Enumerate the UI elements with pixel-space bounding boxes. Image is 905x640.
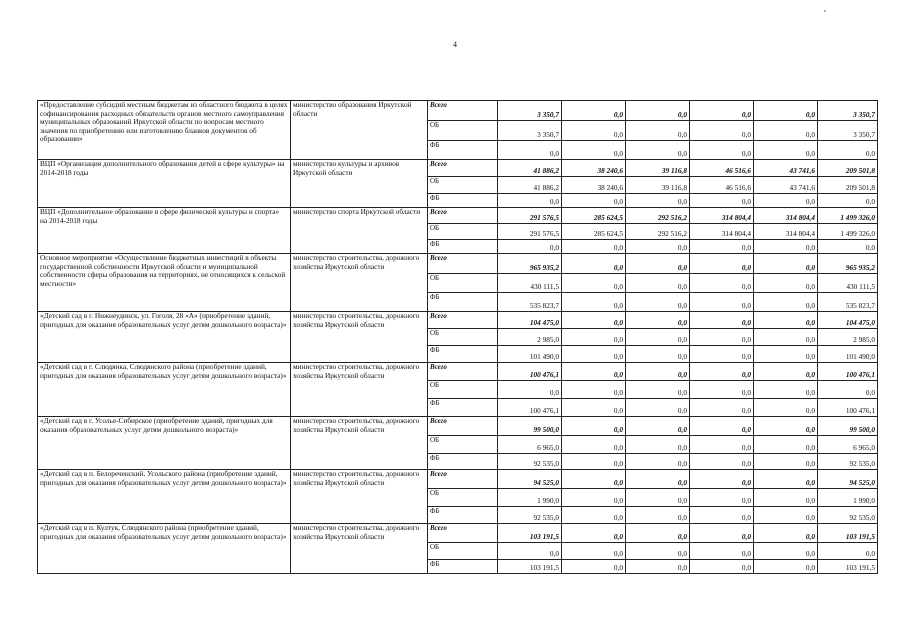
value-year-5-cell: 0,0: [754, 329, 818, 346]
funding-source-total: Всего: [428, 254, 498, 274]
item-name: «Детский сад в г. Усолье-Сибирское (приобретение зданий, пригодных для оказания образовательных услуг детям дошкольного возраста)»: [38, 417, 291, 470]
value-year-3-cell: 0,0: [626, 274, 690, 293]
value-year-2-cell: 0,0: [562, 293, 626, 312]
value-total-cell: 0,0: [818, 141, 878, 160]
value-year-1-cell: 965 935,2: [498, 254, 562, 274]
value-year-3-cell: 0,0: [626, 524, 690, 543]
value-year-5-cell: 0,0: [754, 417, 818, 436]
value-year-1-cell: 94 525,0: [498, 470, 562, 489]
value-year-1-cell: 0,0: [498, 194, 562, 208]
value-year-4-cell: 0,0: [690, 524, 754, 543]
funding-source-total: Всего: [428, 363, 498, 381]
funding-source-total: Всего: [428, 312, 498, 329]
value-total-cell: 101 490,0: [818, 346, 878, 363]
value-year-1-cell: 101 490,0: [498, 346, 562, 363]
value-year-5-cell: 0,0: [754, 312, 818, 329]
value-year-5-cell: 0,0: [754, 560, 818, 574]
funding-source-total: Всего: [428, 101, 498, 121]
funding-source-ob: ОБ: [428, 274, 498, 293]
value-year-3-cell: 0,0: [626, 543, 690, 560]
value-year-4-cell: 0,0: [690, 274, 754, 293]
value-year-5-cell: 0,0: [754, 121, 818, 141]
value-year-5-cell: 0,0: [754, 470, 818, 489]
value-year-4-cell: 0,0: [690, 399, 754, 417]
value-year-3-cell: 292 516,2: [626, 224, 690, 240]
value-total-cell: 100 476,1: [818, 399, 878, 417]
budget-table-body: [38, 101, 878, 574]
value-year-1-cell: 3 350,7: [498, 101, 562, 121]
value-year-4-cell: 0,0: [690, 329, 754, 346]
value-year-4-cell: 0,0: [690, 346, 754, 363]
row-3-total: [38, 208, 878, 224]
item-name: ВЦП «Дополнительное образование в сфере физической культуры и спорта» на 2014-2018 годы: [38, 208, 291, 254]
value-year-3-cell: 0,0: [626, 346, 690, 363]
responsible-ministry: министерство культуры и архивов Иркутской области: [291, 160, 428, 208]
value-total-cell: 0,0: [818, 240, 878, 254]
funding-source-total: Всего: [428, 524, 498, 543]
value-year-1-cell: 103 191,5: [498, 560, 562, 574]
value-year-3-cell: 0,0: [626, 470, 690, 489]
value-year-3-cell: 0,0: [626, 417, 690, 436]
funding-source-fb: ФБ: [428, 293, 498, 312]
value-year-1-cell: 0,0: [498, 240, 562, 254]
value-year-2-cell: 0,0: [562, 417, 626, 436]
value-year-2-cell: 0,0: [562, 507, 626, 524]
value-year-5-cell: 314 804,4: [754, 208, 818, 224]
value-year-5-cell: 0,0: [754, 399, 818, 417]
value-year-5-cell: 43 741,6: [754, 177, 818, 194]
value-year-4-cell: 0,0: [690, 293, 754, 312]
value-year-1-cell: 100 476,1: [498, 399, 562, 417]
funding-source-fb: ФБ: [428, 560, 498, 574]
funding-source-ob: ОБ: [428, 436, 498, 454]
value-total-cell: 209 501,8: [818, 160, 878, 177]
value-year-1-cell: 103 191,5: [498, 524, 562, 543]
funding-source-ob: ОБ: [428, 224, 498, 240]
value-year-4-cell: 0,0: [690, 417, 754, 436]
row-5-total: [38, 312, 878, 329]
responsible-ministry: министерство строительства, дорожного хозяйства Иркутской области: [291, 363, 428, 417]
value-year-2-cell: 0,0: [562, 560, 626, 574]
value-year-5-cell: 0,0: [754, 454, 818, 470]
value-year-1-cell: 1 990,0: [498, 489, 562, 507]
value-year-4-cell: 0,0: [690, 543, 754, 560]
row-4-total: [38, 254, 878, 274]
responsible-ministry: министерство строительства, дорожного хозяйства Иркутской области: [291, 524, 428, 574]
value-year-1-cell: 0,0: [498, 141, 562, 160]
value-year-4-cell: 0,0: [690, 240, 754, 254]
responsible-ministry: министерство строительства, дорожного хозяйства Иркутской области: [291, 312, 428, 363]
value-year-4-cell: 314 804,4: [690, 224, 754, 240]
value-year-3-cell: 0,0: [626, 240, 690, 254]
value-year-4-cell: 0,0: [690, 312, 754, 329]
row-2-total: [38, 160, 878, 177]
value-year-4-cell: 0,0: [690, 381, 754, 399]
item-name: ВЦП «Организация дополнительного образования детей в сфере культуры» на 2014-2018 годы: [38, 160, 291, 208]
value-year-1-cell: 3 350,7: [498, 121, 562, 141]
value-year-5-cell: 0,0: [754, 543, 818, 560]
value-total-cell: 965 935,2: [818, 254, 878, 274]
value-year-3-cell: 0,0: [626, 254, 690, 274]
value-year-2-cell: 0,0: [562, 524, 626, 543]
value-year-3-cell: 0,0: [626, 436, 690, 454]
funding-source-total: Всего: [428, 208, 498, 224]
funding-source-fb: ФБ: [428, 141, 498, 160]
value-year-3-cell: 0,0: [626, 101, 690, 121]
value-year-3-cell: 0,0: [626, 489, 690, 507]
value-year-4-cell: 46 516,6: [690, 160, 754, 177]
funding-source-ob: ОБ: [428, 329, 498, 346]
value-year-2-cell: 0,0: [562, 363, 626, 381]
value-year-4-cell: 0,0: [690, 560, 754, 574]
value-year-5-cell: 0,0: [754, 274, 818, 293]
value-total-cell: 430 111,5: [818, 274, 878, 293]
item-name: «Предоставление субсидий местным бюджетам из областного бюджета в целях софинансирования расходных обязательств органов местного самоуправления муниципальных образований Иркутской области по вопросам местного значения по приобретению или изготовлению бланков документов об образовании»: [38, 101, 291, 160]
value-total-cell: 100 476,1: [818, 363, 878, 381]
value-year-2-cell: 0,0: [562, 121, 626, 141]
value-year-2-cell: 0,0: [562, 470, 626, 489]
value-year-5-cell: 0,0: [754, 507, 818, 524]
value-total-cell: 1 499 326,0: [818, 208, 878, 224]
value-year-5-cell: 0,0: [754, 101, 818, 121]
value-year-1-cell: 41 886,2: [498, 177, 562, 194]
value-year-3-cell: 0,0: [626, 312, 690, 329]
value-year-3-cell: 39 116,8: [626, 177, 690, 194]
value-year-2-cell: 0,0: [562, 194, 626, 208]
value-year-1-cell: 92 535,0: [498, 507, 562, 524]
value-year-3-cell: 0,0: [626, 560, 690, 574]
value-year-2-cell: 0,0: [562, 101, 626, 121]
value-total-cell: 0,0: [818, 194, 878, 208]
value-year-3-cell: 0,0: [626, 329, 690, 346]
value-year-4-cell: 0,0: [690, 489, 754, 507]
funding-source-fb: ФБ: [428, 240, 498, 254]
value-year-4-cell: 0,0: [690, 436, 754, 454]
value-year-3-cell: 292 516,2: [626, 208, 690, 224]
value-year-1-cell: 291 576,5: [498, 224, 562, 240]
funding-source-total: Всего: [428, 417, 498, 436]
responsible-ministry: министерство строительства, дорожного хозяйства Иркутской области: [291, 470, 428, 524]
row-8-total: [38, 470, 878, 489]
value-year-3-cell: 0,0: [626, 293, 690, 312]
value-year-2-cell: 0,0: [562, 240, 626, 254]
value-year-5-cell: 0,0: [754, 346, 818, 363]
value-total-cell: 99 500,0: [818, 417, 878, 436]
value-year-2-cell: 0,0: [562, 329, 626, 346]
value-total-cell: 92 535,0: [818, 507, 878, 524]
value-total-cell: 3 350,7: [818, 101, 878, 121]
row-9-total: [38, 524, 878, 543]
responsible-ministry: министерство образования Иркутской области: [291, 101, 428, 160]
item-name: «Детский сад в п. Белореченский, Усольского района (приобретение зданий, пригодных для оказания образовательных услуг детям дошкольного возраста)»: [38, 470, 291, 524]
value-year-1-cell: 535 823,7: [498, 293, 562, 312]
value-year-5-cell: 0,0: [754, 524, 818, 543]
value-year-1-cell: 6 965,0: [498, 436, 562, 454]
value-year-2-cell: 0,0: [562, 436, 626, 454]
value-year-2-cell: 0,0: [562, 399, 626, 417]
value-year-4-cell: 0,0: [690, 101, 754, 121]
value-total-cell: 535 823,7: [818, 293, 878, 312]
value-year-2-cell: 0,0: [562, 543, 626, 560]
value-total-cell: 103 191,5: [818, 560, 878, 574]
funding-source-ob: ОБ: [428, 177, 498, 194]
row-6-total: [38, 363, 878, 381]
funding-source-total: Всего: [428, 470, 498, 489]
value-year-4-cell: 314 804,4: [690, 208, 754, 224]
responsible-ministry: министерство спорта Иркутской области: [291, 208, 428, 254]
value-year-2-cell: 0,0: [562, 274, 626, 293]
funding-source-fb: ФБ: [428, 399, 498, 417]
value-year-3-cell: 0,0: [626, 507, 690, 524]
value-year-2-cell: 285 624,5: [562, 208, 626, 224]
value-year-4-cell: 0,0: [690, 141, 754, 160]
value-year-5-cell: 0,0: [754, 254, 818, 274]
value-total-cell: 2 985,0: [818, 329, 878, 346]
value-year-3-cell: 0,0: [626, 121, 690, 141]
value-year-5-cell: 0,0: [754, 489, 818, 507]
value-year-4-cell: 46 516,6: [690, 177, 754, 194]
value-year-2-cell: 0,0: [562, 454, 626, 470]
value-total-cell: 94 525,0: [818, 470, 878, 489]
budget-table: [37, 100, 878, 574]
funding-source-ob: ОБ: [428, 121, 498, 141]
funding-source-ob: ОБ: [428, 489, 498, 507]
value-year-1-cell: 0,0: [498, 543, 562, 560]
value-year-4-cell: 0,0: [690, 507, 754, 524]
value-total-cell: 103 191,5: [818, 524, 878, 543]
value-year-3-cell: 0,0: [626, 399, 690, 417]
value-year-2-cell: 0,0: [562, 381, 626, 399]
value-year-2-cell: 285 624,5: [562, 224, 626, 240]
value-total-cell: 0,0: [818, 381, 878, 399]
value-total-cell: 1 990,0: [818, 489, 878, 507]
page-number: 4: [453, 40, 457, 49]
value-year-2-cell: 38 240,6: [562, 160, 626, 177]
value-total-cell: 1 499 326,0: [818, 224, 878, 240]
value-year-1-cell: 291 576,5: [498, 208, 562, 224]
value-total-cell: 104 475,0: [818, 312, 878, 329]
value-year-3-cell: 0,0: [626, 194, 690, 208]
value-year-2-cell: 0,0: [562, 346, 626, 363]
value-year-1-cell: 2 985,0: [498, 329, 562, 346]
value-year-3-cell: 39 116,8: [626, 160, 690, 177]
responsible-ministry: министерство строительства, дорожного хозяйства Иркутской области: [291, 254, 428, 312]
item-name: «Детский сад в п. Култук, Слюдянского района (приобретение зданий, пригодных для оказания образовательных услуг детям дошкольного возраста)»: [38, 524, 291, 574]
value-year-5-cell: 0,0: [754, 141, 818, 160]
value-year-1-cell: 430 111,5: [498, 274, 562, 293]
value-year-5-cell: 0,0: [754, 381, 818, 399]
funding-source-fb: ФБ: [428, 507, 498, 524]
value-year-2-cell: 38 240,6: [562, 177, 626, 194]
scan-speck: [824, 10, 826, 12]
value-year-5-cell: 314 804,4: [754, 224, 818, 240]
row-1-total: [38, 101, 878, 121]
value-year-2-cell: 0,0: [562, 489, 626, 507]
value-year-3-cell: 0,0: [626, 141, 690, 160]
value-year-2-cell: 0,0: [562, 312, 626, 329]
funding-source-fb: ФБ: [428, 194, 498, 208]
value-year-1-cell: 41 886,2: [498, 160, 562, 177]
funding-source-fb: ФБ: [428, 346, 498, 363]
value-total-cell: 6 965,0: [818, 436, 878, 454]
value-year-5-cell: 0,0: [754, 194, 818, 208]
value-year-4-cell: 0,0: [690, 254, 754, 274]
value-year-4-cell: 0,0: [690, 454, 754, 470]
responsible-ministry: министерство строительства, дорожного хозяйства Иркутской области: [291, 417, 428, 470]
funding-source-ob: ОБ: [428, 543, 498, 560]
item-name: Основное мероприятие «Осуществление бюджетных инвестиций в объекты государственной собственности Иркутской области и муниципальной собственности сферы образования на территориях, не относящихся к сельской местности»: [38, 254, 291, 312]
value-year-5-cell: 0,0: [754, 293, 818, 312]
value-year-3-cell: 0,0: [626, 381, 690, 399]
funding-source-total: Всего: [428, 160, 498, 177]
value-year-1-cell: 104 475,0: [498, 312, 562, 329]
value-year-2-cell: 0,0: [562, 254, 626, 274]
value-year-1-cell: 99 500,0: [498, 417, 562, 436]
funding-source-ob: ОБ: [428, 381, 498, 399]
value-year-5-cell: 43 741,6: [754, 160, 818, 177]
value-year-5-cell: 0,0: [754, 240, 818, 254]
value-year-2-cell: 0,0: [562, 141, 626, 160]
value-year-4-cell: 0,0: [690, 363, 754, 381]
value-year-3-cell: 0,0: [626, 363, 690, 381]
value-year-4-cell: 0,0: [690, 470, 754, 489]
value-year-1-cell: 0,0: [498, 381, 562, 399]
value-year-1-cell: 92 535,0: [498, 454, 562, 470]
value-year-5-cell: 0,0: [754, 436, 818, 454]
item-name: «Детский сад в г. Нижнеудинск, ул. Гоголя, 28 «А» (приобретение зданий, пригодных для оказания образовательных услуг детям дошкольного возраста)»: [38, 312, 291, 363]
value-total-cell: 209 501,8: [818, 177, 878, 194]
value-year-5-cell: 0,0: [754, 363, 818, 381]
value-year-1-cell: 100 476,1: [498, 363, 562, 381]
value-year-4-cell: 0,0: [690, 194, 754, 208]
row-7-total: [38, 417, 878, 436]
value-year-4-cell: 0,0: [690, 121, 754, 141]
value-total-cell: 3 350,7: [818, 121, 878, 141]
value-total-cell: 92 535,0: [818, 454, 878, 470]
value-total-cell: 0,0: [818, 543, 878, 560]
funding-source-fb: ФБ: [428, 454, 498, 470]
item-name: «Детский сад в г. Слюдянка, Слюдянского района (приобретение зданий, пригодных для оказания образовательных услуг детям дошкольного возраста)»: [38, 363, 291, 417]
value-year-3-cell: 0,0: [626, 454, 690, 470]
